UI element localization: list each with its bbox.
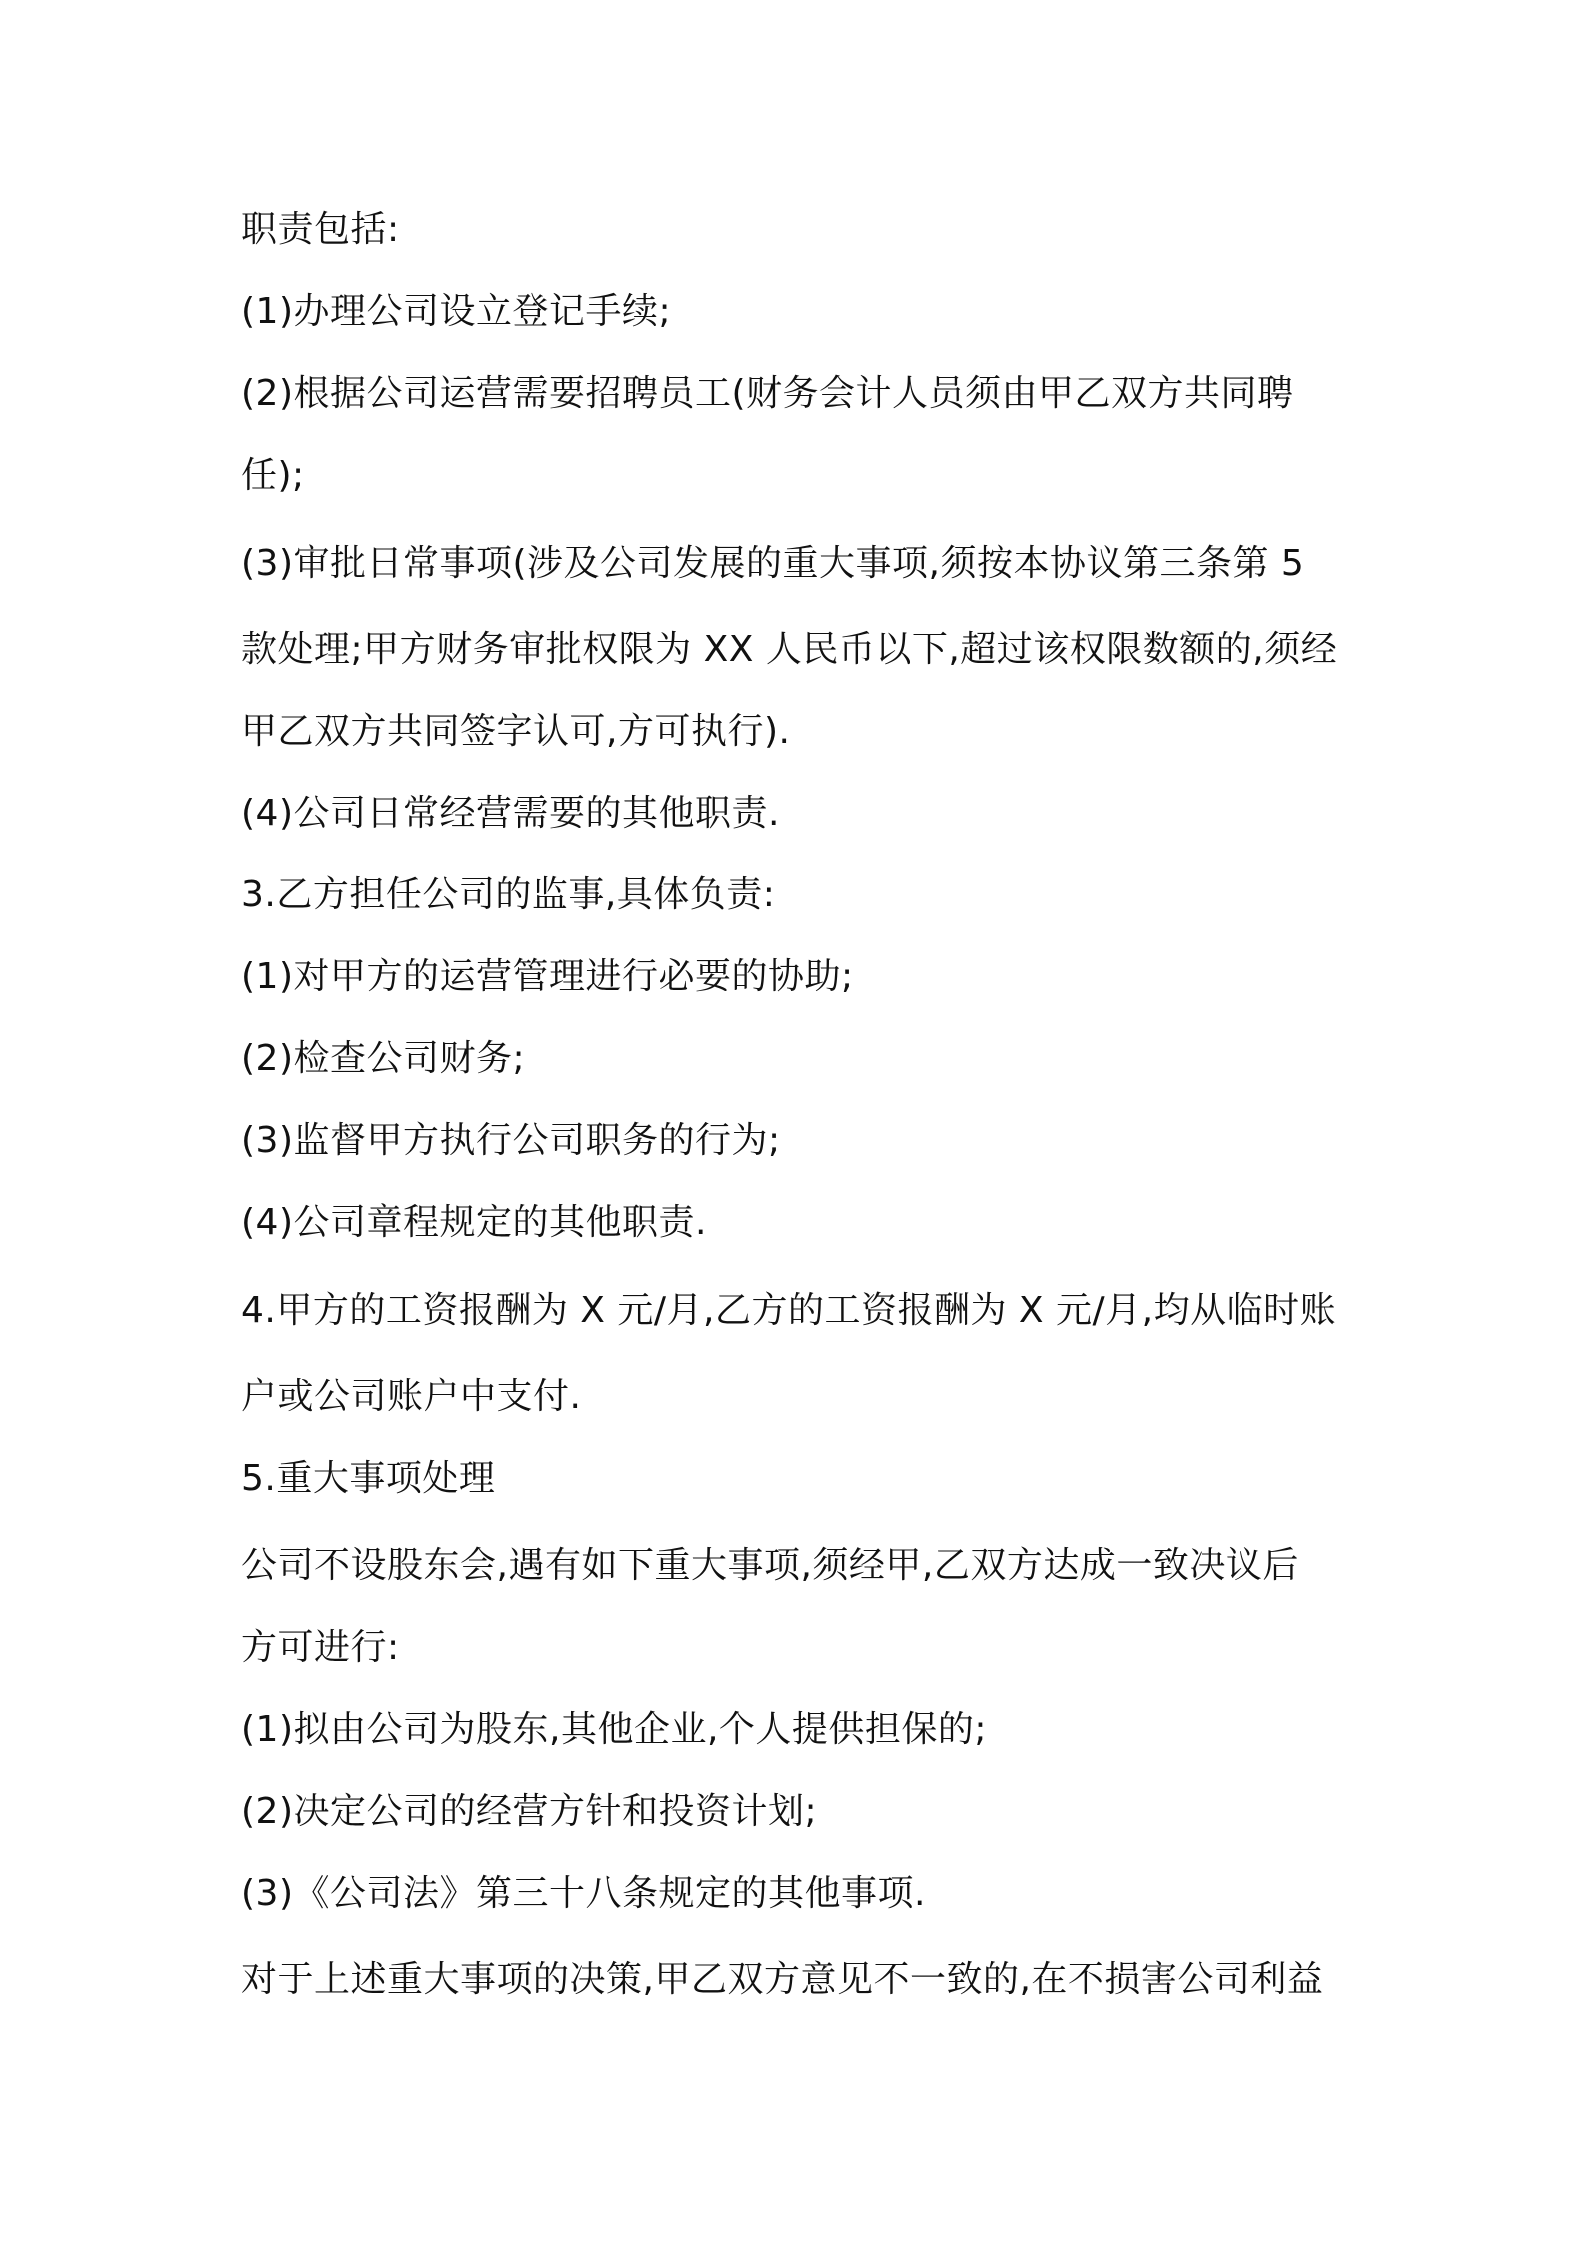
text-line: (1)对甲方的运营管理进行必要的协助;	[241, 956, 854, 997]
text-line: 户或公司账户中支付.	[241, 1376, 582, 1417]
text-line: (1)办理公司设立登记手续;	[241, 291, 672, 332]
text-line: 3.乙方担任公司的监事,具体负责:	[241, 874, 776, 915]
text-line: (1)拟由公司为股东,其他企业,个人提供担保的;	[241, 1709, 988, 1750]
text-line: 方可进行:	[241, 1627, 400, 1668]
text-line: 4.甲方的工资报酬为 X 元/月,乙方的工资报酬为 X 元/月,均从临时账	[241, 1290, 1337, 1331]
text-line: 公司不设股东会,遇有如下重大事项,须经甲,乙双方达成一致决议后	[241, 1545, 1299, 1586]
text-line: (2)根据公司运营需要招聘员工(财务会计人员须由甲乙双方共同聘	[241, 373, 1294, 414]
text-line: (3)监督甲方执行公司职务的行为;	[241, 1120, 781, 1161]
text-line: (3)《公司法》第三十八条规定的其他事项.	[241, 1873, 926, 1914]
text-line: (4)公司日常经营需要的其他职责.	[241, 793, 780, 834]
text-line: (2)检查公司财务;	[241, 1038, 526, 1079]
text-line: 5.重大事项处理	[241, 1458, 496, 1499]
text-line: (3)审批日常事项(涉及公司发展的重大事项,须按本协议第三条第 5	[241, 543, 1305, 584]
text-line: (4)公司章程规定的其他职责.	[241, 1202, 707, 1243]
text-line: (2)决定公司的经营方针和投资计划;	[241, 1791, 818, 1832]
text-line: 甲乙双方共同签字认可,方可执行).	[241, 711, 791, 752]
text-line: 职责包括:	[241, 209, 400, 250]
text-line: 款处理;甲方财务审批权限为 XX 人民币以下,超过该权限数额的,须经	[241, 629, 1338, 670]
text-line: 对于上述重大事项的决策,甲乙双方意见不一致的,在不损害公司利益	[241, 1959, 1324, 2000]
text-line: 任);	[241, 455, 305, 496]
